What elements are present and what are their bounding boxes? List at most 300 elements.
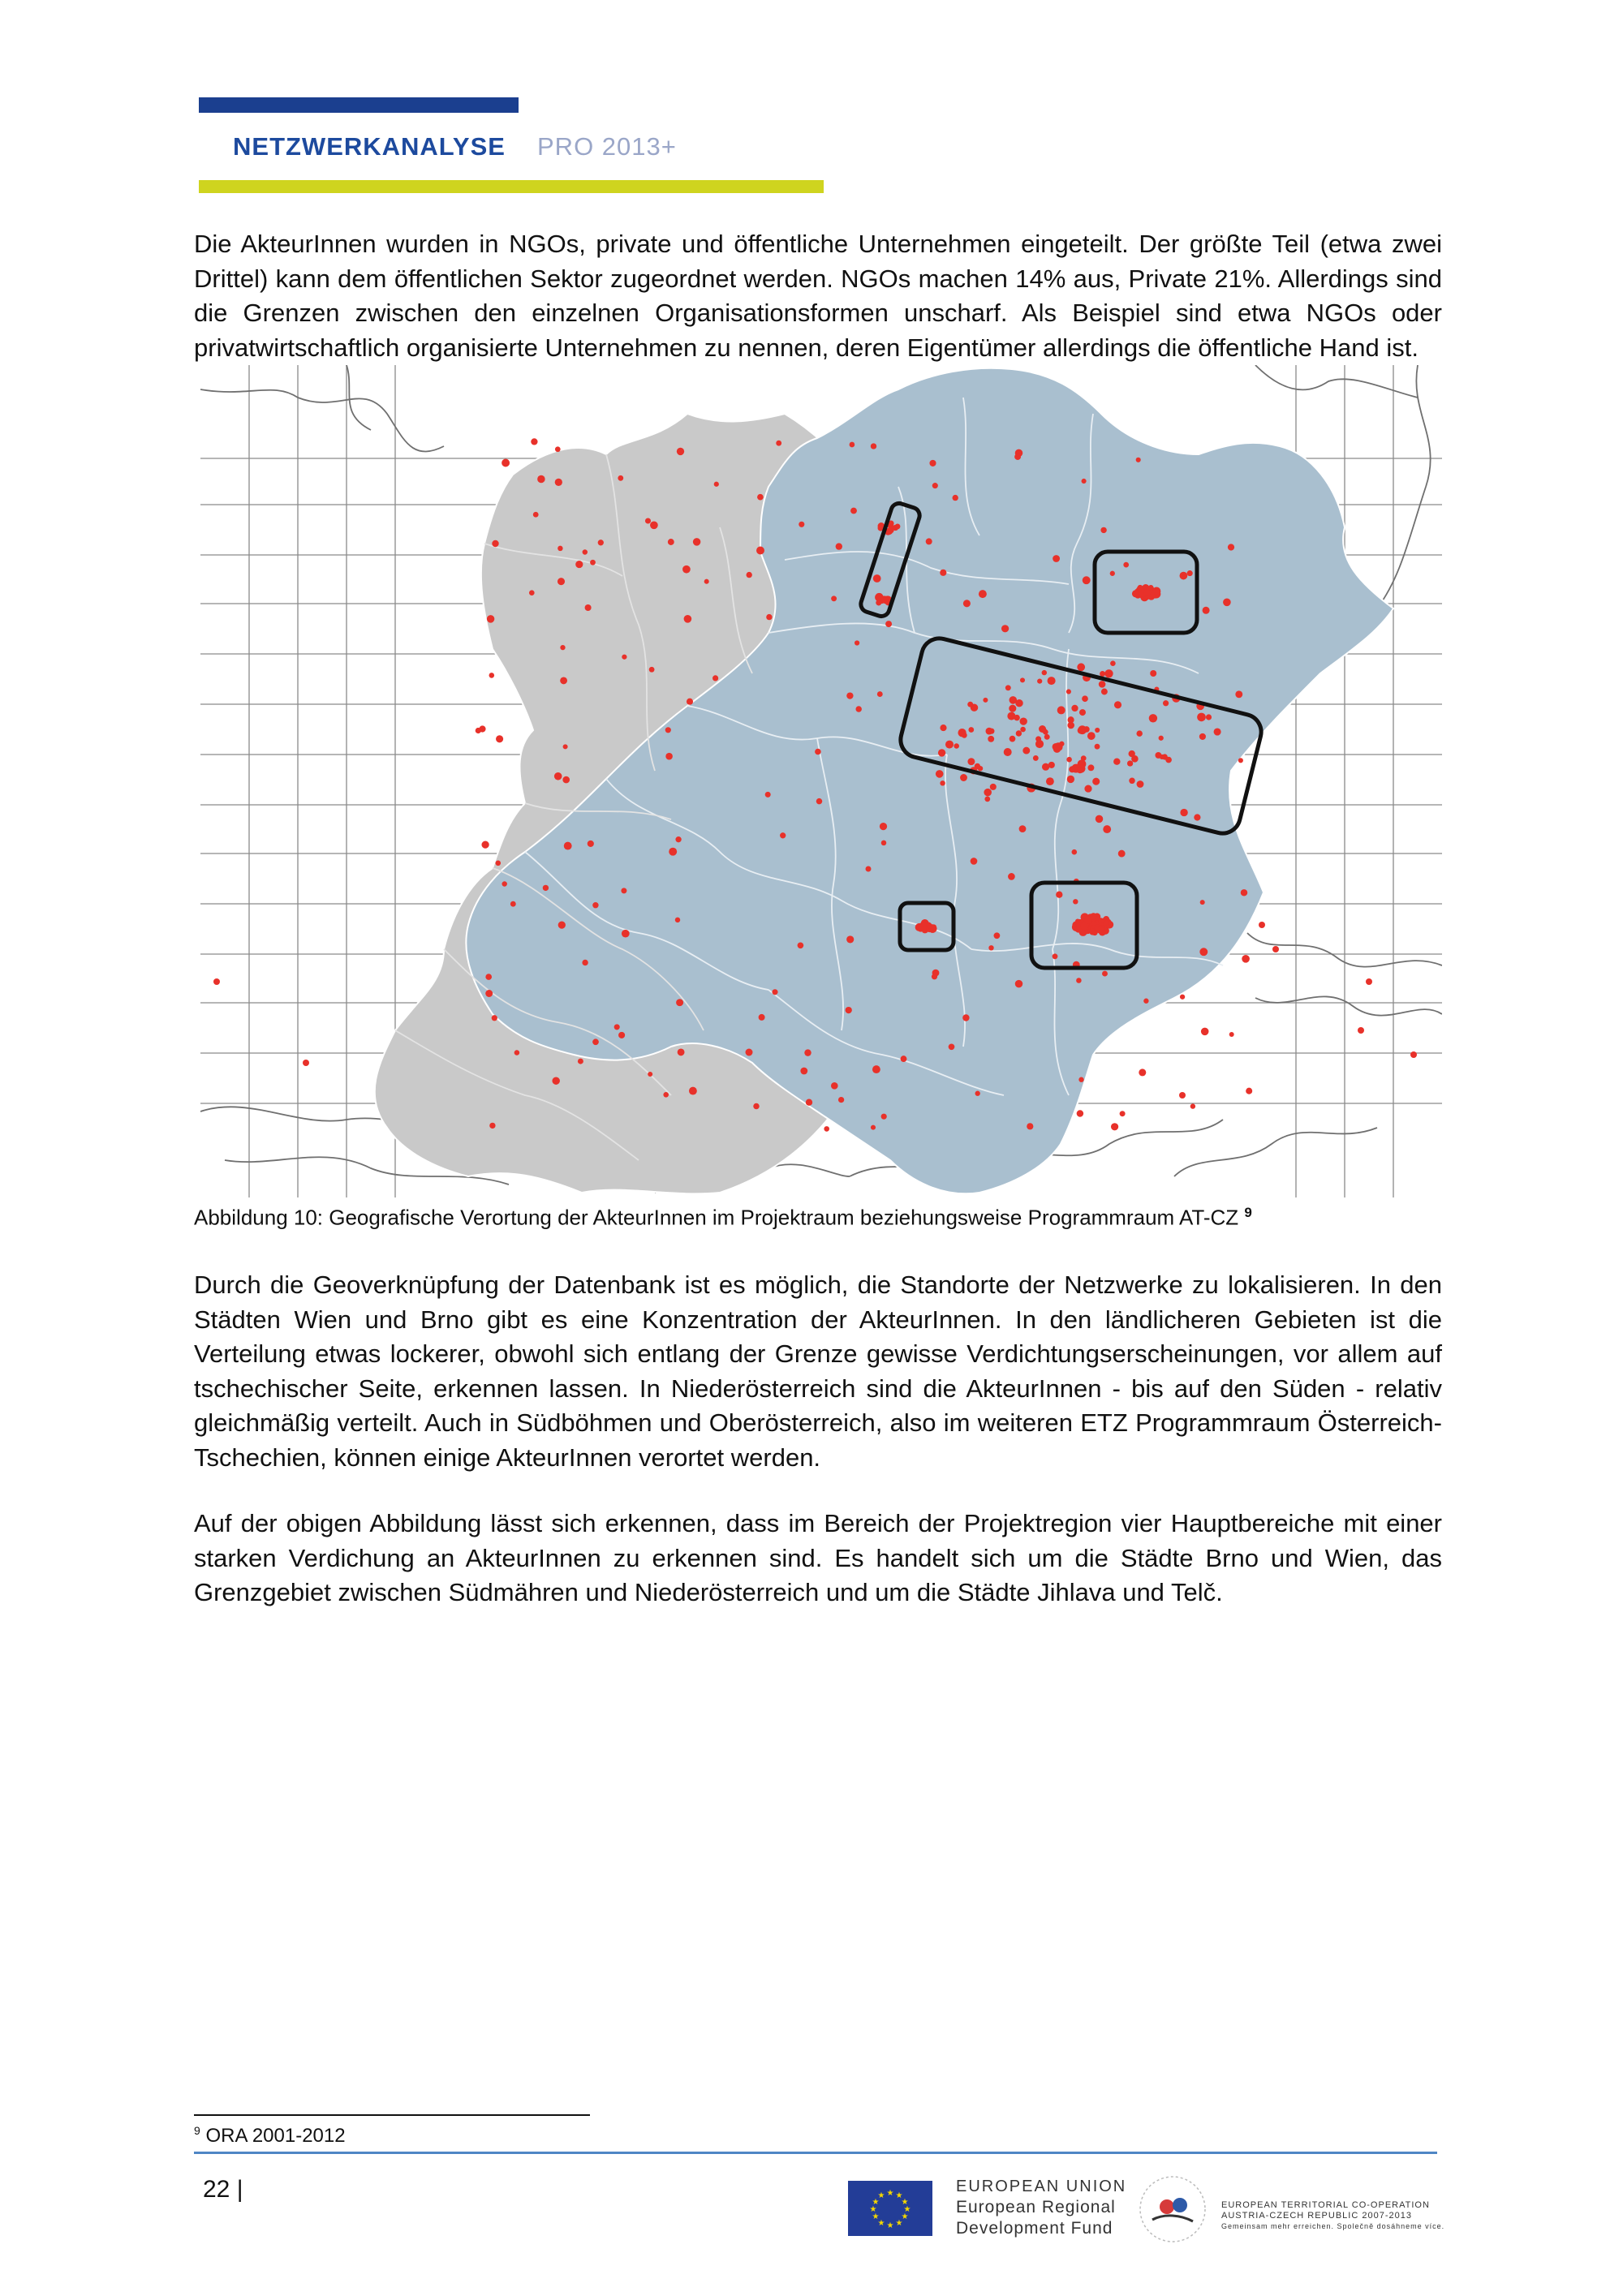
actor-dot [1201,1028,1209,1036]
actor-dot [881,841,887,846]
actor-dot [555,446,561,452]
actor-dot [1077,663,1085,671]
actor-dot [1087,732,1096,740]
actor-dot [1160,755,1165,759]
actor-dot [885,621,892,627]
actor-dot [1066,757,1072,763]
eu-flag-icon [848,2181,932,2236]
actor-dot [1010,736,1016,742]
actor-dot [1068,716,1074,723]
svg-text:★: ★ [877,2219,885,2228]
actor-dot [984,797,990,802]
actor-dot [531,438,537,445]
actor-dot [1131,755,1139,763]
actor-dot [687,699,693,705]
actor-dot [1110,660,1116,666]
footnote-marker: 9 [194,2124,200,2137]
actor-dot [866,866,872,872]
actor-dot [850,508,857,514]
actor-dot [824,1126,829,1132]
actor-dot [846,692,853,699]
actor-dot [1067,776,1074,783]
actor-dot [1084,785,1091,793]
actor-dot [967,702,973,707]
actor-dot [1095,728,1100,733]
actor-dot [1046,777,1054,785]
actor-dot [967,758,975,765]
actor-dot [684,615,692,623]
actor-dot [757,494,764,501]
actor-dot [872,1065,880,1073]
actor-dot [1214,728,1221,735]
actor-dot [979,590,987,598]
actor-dot [1087,764,1094,771]
actor-dot [1149,714,1157,722]
actor-dot [1235,690,1242,698]
actor-dot [563,744,568,749]
actor-dot [598,540,604,545]
paragraph-geo: Durch die Geoverknüpfung der Datenbank ist es möglich, die Standorte der Netzwerke zu lokalisieren. In den Städten Wien und Brno gibt es eine Konzentration der AkteurInnen. In den ländlicheren Gebieten ist die Verteilung etwas lockerer, obwohl sich entlang der Grenze gewisse Verdichtungserscheinungen, vor allem auf tschechischer Seite, erkennen lassen. In Niederösterreich sind die AkteurInnen - bis auf den Süden - relativ gleichmäßig verteilt. Auch in Südböhmen und Oberösterreich, also im weiteren ETZ Programmraum Österreich-Tschechien, können einige AkteurInnen verortet werden. [194,1271,1442,1472]
actor-dot [1078,1077,1083,1082]
actor-dot [1123,562,1129,568]
actor-dot [971,858,978,865]
etc-line-1: EUROPEAN TERRITORIAL CO-OPERATION [1221,2200,1430,2210]
actor-dot [1048,677,1056,685]
actor-dot [693,538,701,546]
actor-dot [1009,705,1016,712]
actor-dot [1019,825,1027,832]
actor-dot [855,640,859,645]
actor-dot [676,999,683,1006]
actor-dot [1190,1103,1195,1108]
actor-dot [1242,955,1250,963]
actor-dot [582,960,588,965]
actor-dot [1100,527,1106,533]
actor-dot [1073,899,1078,904]
actor-dot [1199,733,1206,740]
actor-dot [850,442,855,448]
actor-dot [714,482,719,487]
actor-dot [645,518,651,523]
actor-dot [1020,727,1026,733]
actor-dot [213,978,220,985]
actor-dot [618,475,623,481]
actor-dot [1071,705,1078,712]
actor-dot [983,698,988,703]
actor-dot [489,673,495,678]
actor-dot [990,784,997,790]
actor-dot [1077,1110,1083,1116]
actor-dot [1102,971,1108,977]
actor-dot [871,1125,876,1130]
actor-dot [962,733,967,738]
actor-dot [831,1082,838,1090]
actor-dot [558,546,562,551]
actor-dot [954,743,959,749]
actor-dot [940,570,946,576]
paragraph-summary: Auf der obigen Abbildung lässt sich erkennen, dass im Bereich der Projektregion vier Hauptbereiche mit einer starken Verdichung an AkteurInnen zu erkennen sind. Es handelt sich um die Städte Brno und Wien, das Grenzgebiet zwischen Südmähren und Niederösterreich und um die Städte Jihlava und Telč. [194,1509,1442,1606]
header-title: NETZWERKANALYSE [233,132,506,161]
actor-dot [953,495,958,501]
actor-dot [1199,948,1208,956]
actor-dot [984,789,992,797]
actor-dot [766,614,772,620]
actor-dot [1014,454,1021,460]
actor-dot [510,901,516,907]
actor-dot [880,823,887,830]
actor-dot [1004,748,1012,756]
actor-dot [1044,734,1050,740]
actor-dot [962,1014,969,1021]
actor-dot [1136,458,1141,462]
actor-dot [487,615,494,622]
actor-dot [1358,1027,1364,1034]
actor-dot [1410,1051,1417,1058]
actor-dot [960,774,967,781]
actor-dot [1098,926,1104,931]
actor-dot [932,974,937,979]
actor-dot [746,1049,753,1056]
actor-dot [831,595,837,601]
actor-dot [614,1024,620,1030]
actor-dot [1014,715,1019,720]
footnote-rule [194,2114,590,2116]
actor-dot [1089,929,1096,935]
actor-dot [1096,815,1104,823]
svg-text:★: ★ [901,2198,909,2207]
page-number: 22 | [203,2176,243,2203]
svg-text:★: ★ [872,2212,880,2221]
svg-text:★: ★ [903,2205,911,2214]
actor-dot [1127,760,1133,766]
actor-dot [759,1014,765,1021]
actor-dot [932,483,938,488]
actor-dot [838,1097,844,1103]
actor-dot [1238,758,1243,763]
actor-dot [747,572,752,578]
actor-dot [1163,700,1169,706]
actor-dot [1054,742,1063,751]
actor-dot [963,600,971,607]
footnote [194,2124,346,2148]
actor-dot [583,549,588,554]
header-bar-blue [199,97,519,113]
actor-dot [1035,740,1044,748]
actor-dot [575,561,583,568]
actor-dot [1101,689,1108,695]
actor-dot [665,727,671,733]
actor-dot [1082,479,1087,484]
actor-dot [675,836,681,842]
actor-dot [492,540,498,547]
actor-dot [514,1050,520,1056]
actor-dot [303,1060,309,1066]
actor-dot [846,935,854,943]
actor-dot [1095,744,1100,750]
actor-dot [1080,922,1088,930]
actor-dot [1113,758,1120,764]
actor-dot [1077,767,1083,773]
map-figure [200,365,1442,1197]
actor-dot [1100,671,1105,677]
actor-dot [994,932,1001,939]
actor-dot [1246,1088,1252,1094]
actor-dot [1022,747,1030,755]
actor-dot [502,881,506,886]
actor-dot [592,902,598,908]
actor-dot [1092,778,1100,785]
actor-dot [806,1099,812,1106]
actor-dot [772,989,777,995]
actor-dot [895,523,901,529]
etc-line-3: Gemeinsam mehr erreichen. Společně dosáhneme více. [1221,2222,1445,2230]
actor-dot [836,543,842,549]
actor-dot [529,590,535,595]
actor-dot [1083,576,1091,584]
actor-dot [481,841,489,848]
eu-stars-icon [848,2181,932,2236]
actor-dot [798,942,804,948]
actor-dot [932,924,936,929]
actor-dot [1180,995,1185,1000]
caption-footnote-ref: 9 [1244,1205,1252,1220]
actor-dot [887,529,893,535]
actor-dot [929,460,936,467]
actor-dot [1159,736,1164,741]
actor-dot [1053,953,1058,959]
actor-dot [1015,980,1022,987]
actor-dot [918,922,927,931]
actor-dot [1194,814,1200,820]
actor-dot [968,727,974,733]
eu-line-2: European Regional [956,2198,1116,2216]
svg-text:★: ★ [895,2191,903,2200]
actor-dot [537,475,545,484]
actor-dot [622,655,626,660]
actor-dot [533,512,539,518]
actor-dot [502,459,510,467]
actor-dot [1272,946,1279,952]
actor-dot [678,1048,685,1056]
actor-dot [1081,755,1087,761]
actor-dot [1148,585,1154,591]
actor-dot [1103,825,1111,833]
actor-dot [1008,873,1015,880]
actor-dot [1228,544,1234,550]
actor-dot [1136,730,1142,736]
map-graphic [200,365,1442,1197]
actor-dot [1072,849,1078,855]
actor-dot [663,1092,669,1098]
actor-dot [1079,709,1086,716]
actor-dot [1037,678,1042,683]
svg-text:★: ★ [869,2205,877,2214]
footnote-text: ORA 2001-2012 [205,2125,346,2147]
actor-dot [1229,1032,1234,1037]
actor-dot [554,772,562,780]
svg-text:★: ★ [877,2191,885,2200]
svg-text:★: ★ [872,2198,880,2207]
actor-dot [800,1068,807,1075]
actor-dot [975,1091,980,1096]
actor-dot [988,945,993,950]
actor-dot [1118,850,1126,858]
actor-dot [1137,780,1144,788]
eu-line-3: Development Fund [956,2219,1113,2238]
svg-text:★: ★ [901,2212,909,2221]
actor-dot [855,706,861,712]
etc-program-logo-icon [1128,2165,1217,2254]
actor-dot [1200,900,1205,905]
footer-rule [194,2152,1437,2154]
actor-dot [552,1077,559,1084]
actor-dot [945,741,954,749]
actor-dot [677,448,684,455]
actor-dot [815,749,821,755]
actor-dot [1015,699,1022,707]
caption-text: Abbildung 10: Geografische Verortung der AkteurInnen im Projektraum beziehungsweise Programmraum AT-CZ [194,1205,1239,1230]
actor-dot [1143,999,1148,1004]
actor-dot [555,479,562,486]
actor-dot [780,832,786,838]
actor-dot [1104,669,1113,677]
etc-program-label [1221,2200,1444,2232]
actor-dot [1129,778,1134,784]
actor-dot [988,736,994,742]
actor-dot [876,600,881,605]
etc-emblem-icon [1128,2165,1217,2254]
actor-dot [881,1114,887,1120]
actor-dot [485,990,493,997]
eu-line-1: EUROPEAN UNION [956,2178,1127,2195]
actor-dot [926,538,932,544]
actor-dot [1110,571,1115,576]
actor-dot [682,565,691,574]
actor-dot [558,578,565,585]
actor-dot [873,574,881,583]
actor-dot [1001,625,1009,632]
actor-dot [804,1049,811,1056]
actor-dot [578,1059,583,1064]
actor-dot [1066,689,1071,694]
actor-dot [1206,714,1212,720]
svg-text:★: ★ [886,2221,894,2230]
actor-dot [940,724,946,731]
actor-dot [975,763,980,769]
actor-dot [901,1056,907,1062]
actor-dot [1082,695,1088,702]
actor-dot [776,441,781,446]
actor-dot [622,930,630,938]
paragraph-intro: Die AkteurInnen wurden in NGOs, private und öffentliche Unternehmen eingeteilt. Der größte Teil (etwa zwei Drittel) kann dem öffentlichen Sektor zugeordnet werden. NGOs machen 14% aus, Private 21%. Allerdings sind die Grenzen zwischen den einzelnen Organisationsformen unscharf. Als Beispiel sind etwa NGOs oder privatwirtschaftlich organisierte Unternehmen zu nennen, deren Eigentümer allerdings die öffentliche Hand ist. [194,230,1442,362]
actor-dot [668,539,674,545]
actor-dot [938,749,945,756]
header-subtitle: PRO 2013+ [537,132,677,161]
actor-dot [1187,570,1193,576]
actor-dot [1114,701,1121,708]
actor-dot [1120,1111,1126,1116]
actor-dot [564,842,572,850]
actor-dot [543,885,549,891]
actor-dot [1180,809,1187,816]
actor-dot [756,547,764,555]
actor-dot [1165,757,1172,763]
actor-dot [949,1043,955,1050]
etc-line-2: AUSTRIA-CZECH REPUBLIC 2007-2013 [1221,2211,1412,2221]
actor-dot [753,1103,759,1109]
actor-dot [649,667,655,673]
actor-dot [590,560,596,565]
actor-dot [492,1015,497,1021]
actor-dot [799,522,804,527]
actor-dot [1366,978,1372,985]
actor-dot [650,521,658,529]
actor-dot [1042,763,1049,771]
actor-dot [669,848,677,856]
actor-dot [1139,1068,1146,1076]
actor-dot [588,841,594,847]
actor-dot [618,1032,625,1038]
actor-dot [1241,889,1247,896]
actor-dot [940,780,945,785]
svg-text:★: ★ [895,2219,903,2228]
actor-dot [648,1072,652,1077]
eu-fund-label [956,2176,1126,2239]
actor-dot [704,579,709,584]
actor-dot [1005,685,1011,690]
actor-dot [1076,978,1082,983]
actor-dot [675,918,680,922]
actor-dot [496,861,502,866]
actor-dot [1056,892,1062,898]
figure-caption [194,1205,1252,1231]
actor-dot [1137,585,1143,591]
actor-dot [871,443,876,449]
actor-dot [1057,706,1065,714]
actor-dot [1027,1123,1033,1129]
actor-dot [1033,755,1039,761]
actor-dot [846,1007,852,1013]
actor-dot [1041,728,1047,733]
actor-dot [1203,607,1210,614]
actor-dot [1078,725,1087,734]
actor-dot [560,677,567,684]
actor-dot [621,888,626,893]
actor-dot [1179,1092,1186,1099]
actor-dot [1197,713,1206,722]
actor-dot [585,604,592,611]
actor-dot [1111,1123,1118,1130]
actor-dot [712,675,718,681]
actor-dot [485,974,492,980]
actor-dot [1099,681,1106,688]
actor-dot [489,1123,495,1129]
actor-dot [665,753,673,760]
actor-dot [496,735,503,742]
actor-dot [1259,922,1265,928]
actor-dot [592,1038,599,1045]
actor-dot [986,728,993,735]
svg-text:★: ★ [886,2189,894,2198]
actor-dot [1053,555,1060,562]
actor-dot [816,798,822,804]
actor-dot [1016,730,1022,736]
actor-dot [1069,766,1075,772]
actor-dot [1180,572,1188,580]
actor-dot [765,792,771,798]
actor-dot [562,776,570,784]
header-bar-yellow [199,180,824,193]
